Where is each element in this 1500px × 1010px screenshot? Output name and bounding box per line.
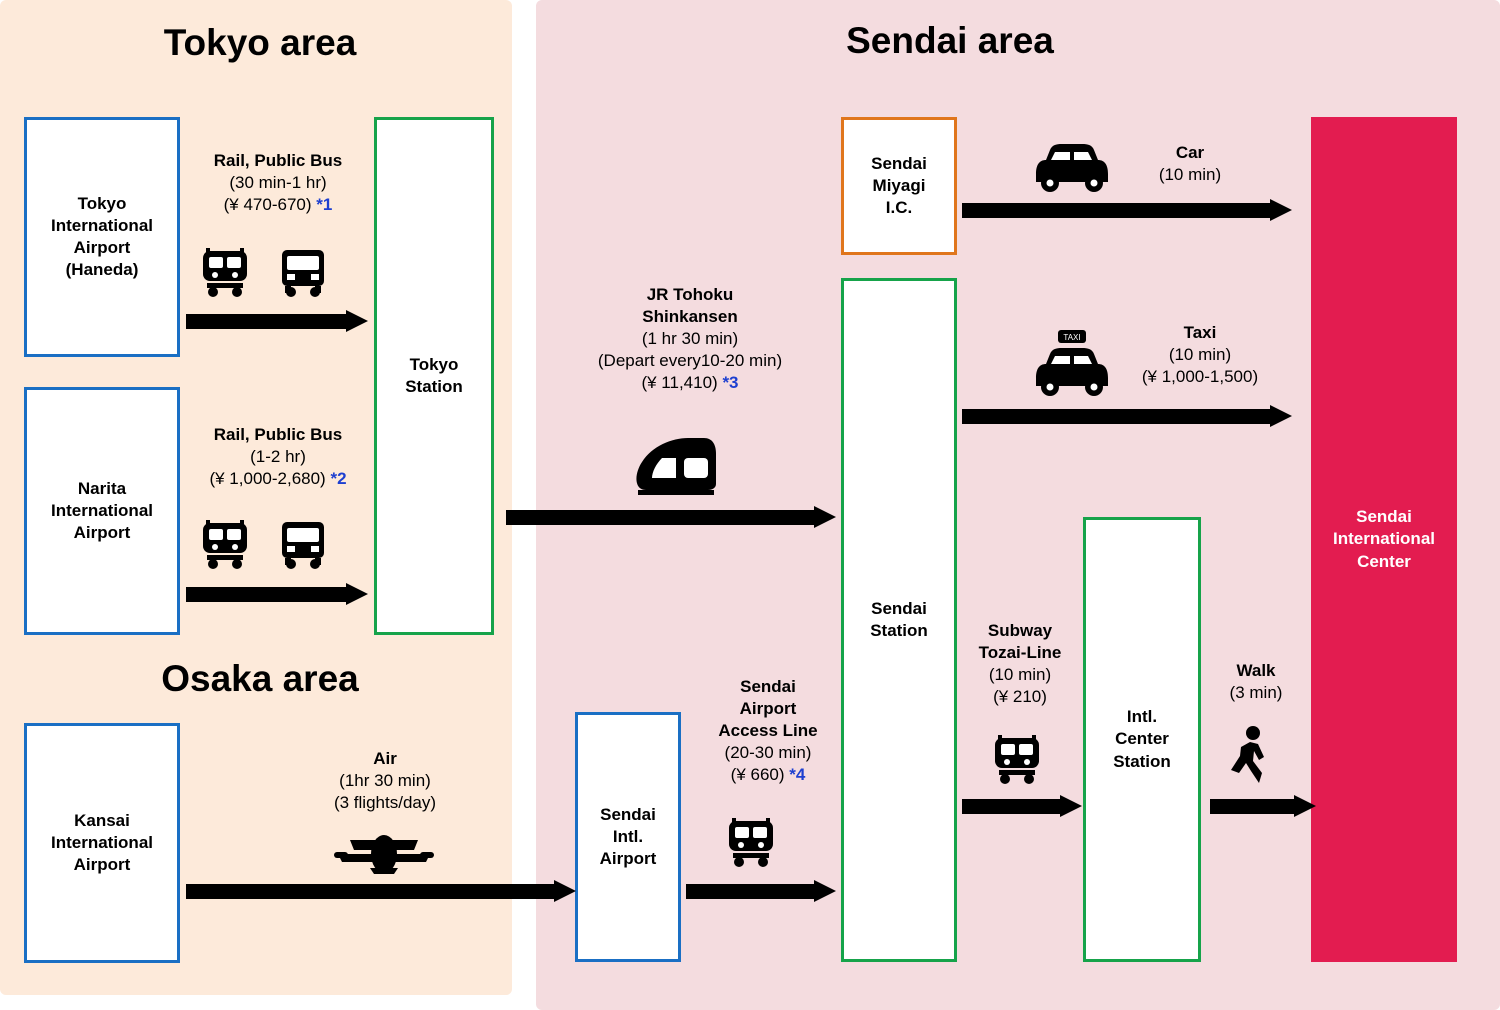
node-sendai-international-center[interactable]: Sendai International Center xyxy=(1311,117,1457,962)
route-mode-line2: Tozai-Line xyxy=(978,643,1062,663)
route-mode-line1: Sendai xyxy=(740,677,796,696)
route-note: *4 xyxy=(789,765,806,785)
route-duration: (1 hr 30 min) xyxy=(641,329,739,349)
label-walk-to-center xyxy=(1206,660,1306,704)
route-mode-line2: Airport xyxy=(739,699,797,719)
route-duration: (1-2 hr) xyxy=(250,447,306,467)
route-duration: (10 min) xyxy=(988,665,1052,685)
route-fare: (¥ 11,410) xyxy=(641,373,718,393)
bus-icon xyxy=(276,520,330,570)
label-narita-to-tokyo xyxy=(183,424,373,490)
route-mode-line3: Access Line xyxy=(718,721,818,741)
taxi-icon xyxy=(1028,330,1114,398)
svg-text:TAXI: TAXI xyxy=(1063,333,1081,342)
arrow-ic-to-center xyxy=(962,199,1292,221)
arrow-narita-to-tokyo xyxy=(186,583,368,605)
arrow-sendai-airport-to-station xyxy=(686,880,836,902)
label-haneda-to-tokyo xyxy=(183,150,373,216)
route-fare: (¥ 1,000-2,680) xyxy=(209,469,326,489)
route-mode-line1: JR Tohoku xyxy=(646,285,734,304)
route-mode: Rail, Public Bus xyxy=(213,425,343,444)
route-frequency: (Depart every10-20 min) xyxy=(597,351,783,371)
node-intl-center-station[interactable]: Intl. Center Station xyxy=(1083,517,1201,962)
shinkansen-icon xyxy=(632,434,720,496)
route-duration: (30 min-1 hr) xyxy=(229,173,327,193)
route-mode-line2: Shinkansen xyxy=(642,307,738,327)
node-sendai-intl-airport[interactable]: Sendai Intl. Airport xyxy=(575,712,681,962)
sendai-area-title: Sendai area xyxy=(846,20,1054,61)
route-fare: (¥ 660) xyxy=(730,765,785,785)
train-icon xyxy=(196,248,254,298)
route-mode: Rail, Public Bus xyxy=(213,151,343,170)
route-fare: (¥ 210) xyxy=(993,687,1047,707)
node-sendai-station[interactable]: Sendai Station xyxy=(841,278,957,962)
route-duration: (10 min) xyxy=(1168,345,1232,365)
car-icon xyxy=(1028,140,1114,194)
label-tokyo-to-sendai xyxy=(545,284,835,394)
node-haneda-airport[interactable]: Tokyo International Airport (Haneda) xyxy=(24,117,180,357)
train-icon xyxy=(196,520,254,570)
route-mode: Taxi xyxy=(1183,323,1217,342)
route-fare: (¥ 470-670) xyxy=(223,195,312,215)
arrow-haneda-to-tokyo xyxy=(186,310,368,332)
airplane-icon xyxy=(330,828,438,876)
route-mode: Car xyxy=(1175,143,1205,162)
node-kansai-airport[interactable]: Kansai International Airport xyxy=(24,723,180,963)
arrow-taxi-to-center xyxy=(962,405,1292,427)
label-taxi-to-center xyxy=(1100,322,1300,388)
route-note: *2 xyxy=(330,469,347,489)
label-ic-to-center xyxy=(1100,142,1280,186)
label-kansai-to-sendai-airport xyxy=(290,748,480,814)
arrow-tokyo-to-sendai xyxy=(506,506,836,528)
label-airport-access-line xyxy=(688,676,848,786)
node-sendai-miyagi-ic[interactable]: Sendai Miyagi I.C. xyxy=(841,117,957,255)
route-mode-line1: Subway xyxy=(987,621,1053,640)
route-duration: (3 min) xyxy=(1229,683,1283,703)
train-icon xyxy=(988,735,1046,785)
route-mode: Walk xyxy=(1236,661,1276,680)
arrow-intl-center-station-to-center xyxy=(1210,795,1316,817)
route-fare: (¥ 1,000-1,500) xyxy=(1141,367,1259,387)
route-duration: (20-30 min) xyxy=(724,743,812,763)
route-duration: (1hr 30 min) xyxy=(339,771,431,791)
walk-icon xyxy=(1226,725,1276,787)
arrow-sendai-station-to-intl-center-station xyxy=(962,795,1082,817)
route-duration: (10 min) xyxy=(1158,165,1222,185)
route-frequency: (3 flights/day) xyxy=(333,793,437,813)
node-tokyo-station[interactable]: Tokyo Station xyxy=(374,117,494,635)
label-subway-tozai xyxy=(960,620,1080,708)
bus-icon xyxy=(276,248,330,298)
tokyo-area-title: Tokyo area xyxy=(163,22,357,63)
route-note: *1 xyxy=(316,195,333,215)
route-note: *3 xyxy=(722,373,739,393)
node-narita-airport[interactable]: Narita International Airport xyxy=(24,387,180,635)
train-icon xyxy=(722,818,780,868)
osaka-area-title: Osaka area xyxy=(161,658,359,699)
route-mode: Air xyxy=(373,749,397,768)
arrow-kansai-to-sendai-airport xyxy=(186,880,576,902)
